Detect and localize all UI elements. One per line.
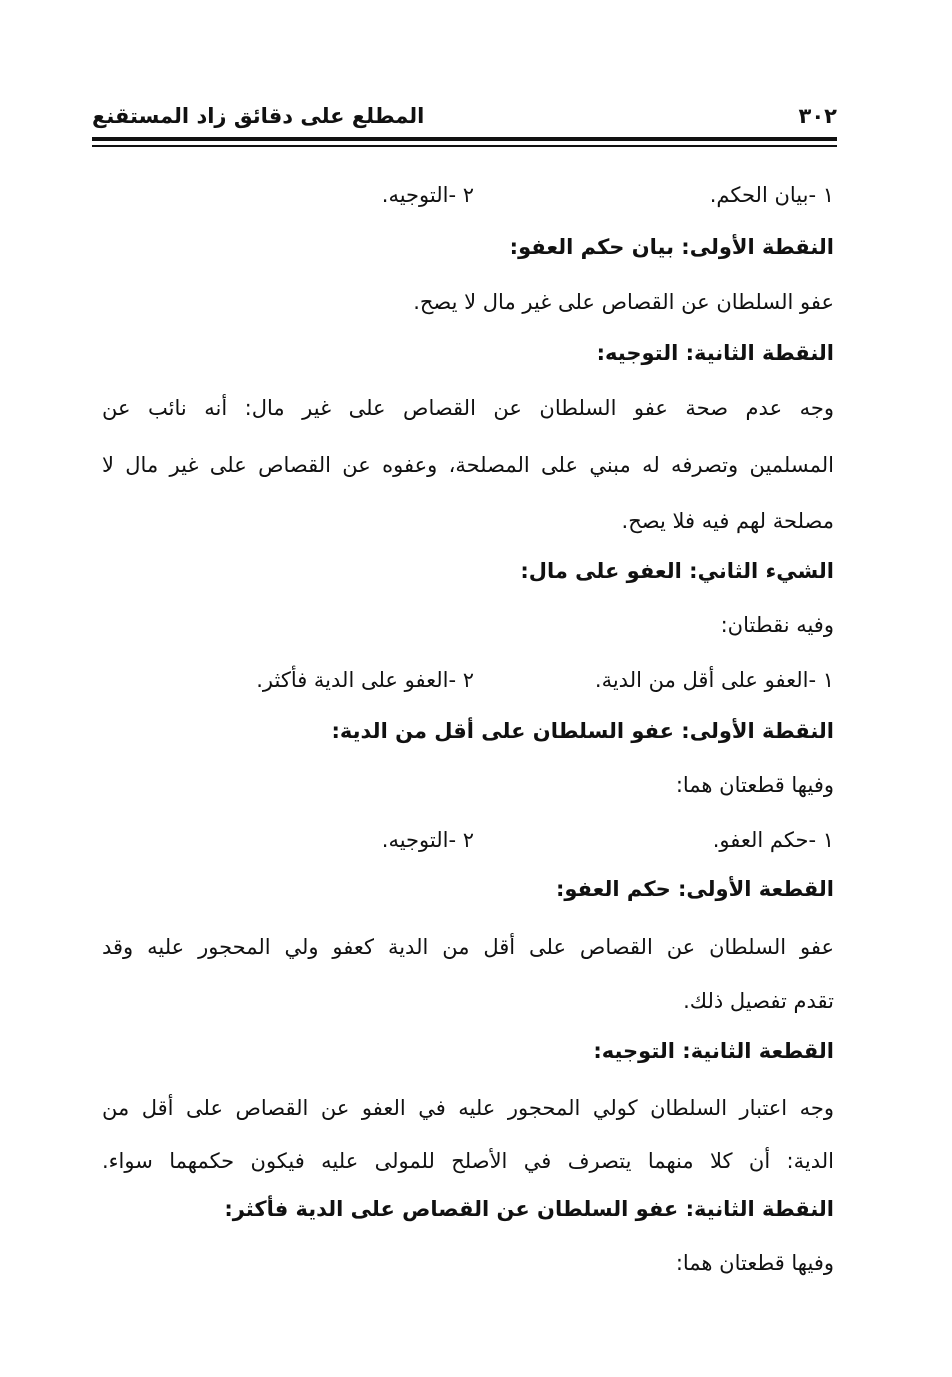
paragraph-line: وفيها قطعتان هما: [675, 773, 834, 797]
paragraph-line: تقدم تفصيل ذلك. [683, 989, 834, 1013]
paragraph-line: عفو السلطان عن القصاص على أقل من الدية كعفو ولي المحجور عليه وقد [102, 935, 834, 959]
section-heading: الشيء الثاني: العفو على مال: [520, 559, 834, 583]
enum-item: ١ -حكم العفو. [712, 828, 834, 852]
enumeration-line [300, 825, 834, 855]
paragraph-line: مصلحة لهم فيه فلا يصح. [621, 509, 834, 533]
paragraph-line: وجه عدم صحة عفو السلطان عن القصاص على غير مال: أنه نائب عن [102, 396, 834, 420]
page-header [92, 96, 837, 136]
paragraph-line: عفو السلطان عن القصاص على غير مال لا يصح. [413, 290, 834, 314]
enum-item: ١ -العفو على أقل من الدية. [594, 668, 834, 692]
section-heading: النقطة الثانية: التوجيه: [596, 341, 834, 365]
enum-item: ٢ -العفو على الدية فأكثر. [256, 668, 474, 692]
enum-item: ٢ -التوجيه. [381, 828, 474, 852]
enumeration-line [200, 665, 834, 695]
paragraph-line: وفيها قطعتان هما: [675, 1251, 834, 1275]
section-heading: النقطة الأولى: عفو السلطان على أقل من الدية: [331, 719, 834, 743]
enumeration-line [300, 180, 834, 210]
section-heading: القطعة الثانية: التوجيه: [593, 1039, 834, 1063]
section-heading: النقطة الثانية: عفو السلطان عن القصاص على الدية فأكثر: [224, 1197, 834, 1221]
header-rule-thick [92, 137, 837, 141]
running-title: المطلع على دقائق زاد المستقنع [92, 104, 425, 128]
paragraph-line: الدية: أن كلا منهما يتصرف في الأصلح للمولى عليه فيكون حكمهما سواء. [102, 1149, 834, 1173]
enum-item: ١ -بيان الحكم. [709, 183, 834, 207]
paragraph-line: وجه اعتبار السلطان كولي المحجور عليه في العفو عن القصاص على أقل من [102, 1096, 834, 1120]
section-heading: القطعة الأولى: حكم العفو: [555, 877, 834, 901]
paragraph-line: المسلمين وتصرفه له مبني على المصلحة، وعفوه عن القصاص على غير مال لا [102, 453, 834, 477]
enum-item: ٢ -التوجيه. [381, 183, 474, 207]
page-number: ٣٠٢ [798, 104, 837, 128]
paragraph-line: وفيه نقطتان: [720, 613, 834, 637]
header-rule-thin [92, 145, 837, 147]
section-heading: النقطة الأولى: بيان حكم العفو: [509, 235, 834, 259]
